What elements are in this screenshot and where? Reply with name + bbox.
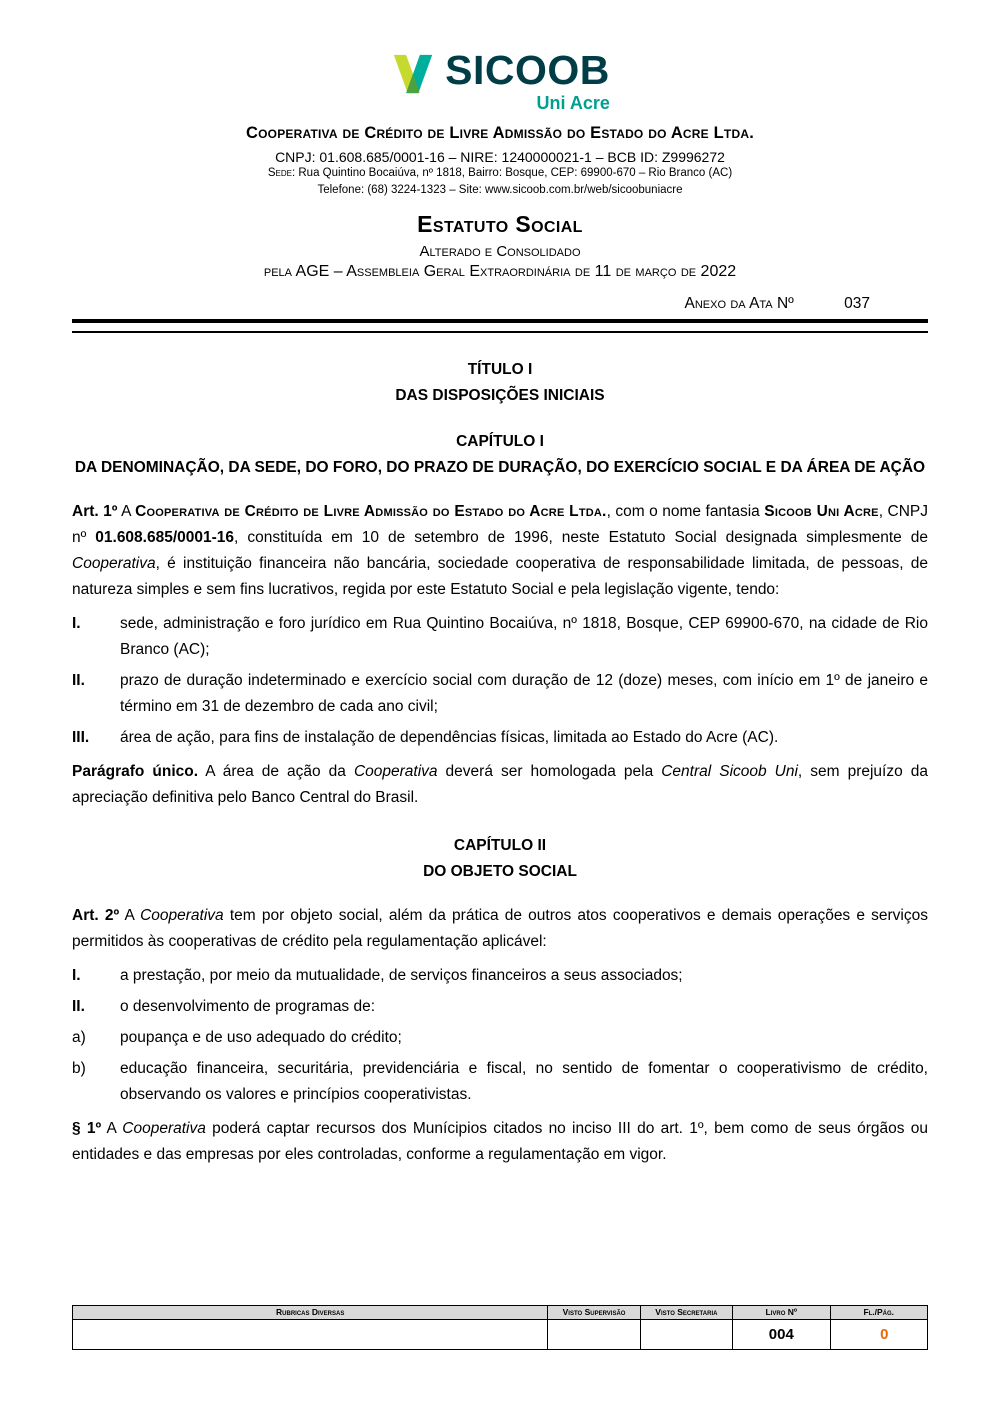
logo-wordmark [445, 47, 610, 113]
capitulo-ii-subtitle: DO OBJETO SOCIAL [423, 863, 577, 881]
cooperative-name: Cooperativa de Crédito de Livre Admissão do Estado do Acre Ltda. [246, 124, 754, 142]
sicoob-logo [72, 47, 928, 113]
footer-col-flpag: Fl./Pág. [830, 1306, 927, 1320]
footer-cell-flpag: 0 [830, 1320, 927, 1350]
capitulo-i-heading [72, 429, 928, 481]
item-text: a prestação, por meio da mutualidade, de serviços financeiros a seus associados; [120, 967, 683, 985]
item-text: poupança e de uso adequado do crédito; [120, 1029, 402, 1047]
footer-col-visto-supervisao: Visto Supervisão [548, 1306, 640, 1320]
capitulo-i-line: CAPÍTULO I [456, 433, 544, 451]
footer-col-rubricas: Rubricas Diversas [73, 1306, 548, 1320]
article-1-item-II [72, 668, 928, 720]
annex-row [72, 295, 928, 313]
item-text: sede, administração e foro jurídico em Rua Quintino Bocaiúva, nº 1818, Bosque, CEP 69900-670, na cidade de Rio Branco (AC); [120, 615, 928, 659]
item-marker: I. [72, 615, 81, 633]
article-1-paragraph: Art. 1º A Cooperativa de Crédito de Livre Admissão do Estado do Acre Ltda., com o nome fantasia Sicoob Uni Acre, CNPJ nº 01.608.685/0001-16, constituída em 10 de setembro de 1996, neste Estatuto Social designada simplesmente de Cooperativa, é instituição financeira não bancária, sociedade cooperativa de responsabilidade limitada, de pessoas, de natureza simples e sem fins lucrativos, regida por este Estatuto Social e pela legislação vigente, tendo: [72, 503, 928, 599]
capitulo-ii-heading [72, 833, 928, 885]
item-text: prazo de duração indeterminado e exercício social com duração de 12 (doze) meses, com início em 1º de janeiro e término em 31 de dezembro de cada ano civil; [120, 672, 928, 716]
footer-cell-rubricas [73, 1320, 548, 1350]
item-marker: I. [72, 967, 81, 985]
item-marker: a) [72, 1029, 86, 1047]
article-1-item-I [72, 611, 928, 663]
footer-control-table [72, 1305, 928, 1350]
cnpj-nire-line: CNPJ: 01.608.685/0001-16 – NIRE: 1240000021-1 – BCB ID: Z9996272 [275, 149, 725, 165]
footer-cell-livro: 004 [733, 1320, 830, 1350]
item-marker: b) [72, 1060, 86, 1078]
assembly-date-line: pela AGE – Assembleia Geral Extraordinária de 11 de março de 2022 [263, 263, 737, 281]
document-subtitle: Alterado e Consolidado [419, 243, 581, 261]
item-text: o desenvolvimento de programas de: [120, 998, 376, 1016]
item-marker: II. [72, 672, 85, 690]
footer-col-visto-secretaria: Visto Secretaria [640, 1306, 732, 1320]
capitulo-ii-line: CAPÍTULO II [453, 837, 547, 855]
titulo-i-line: TÍTULO I [467, 361, 533, 379]
document-body [72, 357, 928, 1168]
item-marker: III. [72, 729, 90, 747]
document-header [72, 47, 928, 333]
article-2-item-b [72, 1056, 928, 1108]
annex-label: Anexo da Ata Nº [684, 295, 794, 313]
phone-site-line: Telefone: (68) 3224-1323 – Site: www.sicoob.com.br/web/sicoobuniacre [317, 183, 683, 196]
footer-col-livro: Livro Nº [733, 1306, 830, 1320]
logo-subbrand-text: Uni Acre [536, 93, 610, 113]
paragraph-1: § 1º A Cooperativa poderá captar recursos dos Munícipios citados no inciso III do art. 1º, bem como de seus órgãos ou entidades e das empresas por eles controladas, conforme a regulamentação em vigor. [72, 1120, 928, 1164]
article-1-items [72, 611, 928, 751]
logo-brand-text: SICOOB [445, 47, 610, 93]
titulo-i-subtitle: DAS DISPOSIÇÕES INICIAIS [395, 387, 605, 405]
article-2-paragraph: Art. 2º A Cooperativa tem por objeto social, além da prática de outros atos cooperativos e demais operações e serviços permitidos às cooperativas de crédito pela regulamentação aplicável: [72, 907, 928, 951]
article-2-item-a [72, 1025, 928, 1051]
titulo-i-heading [72, 357, 928, 409]
address-line: Sede: Rua Quintino Bocaiúva, nº 1818, Bairro: Bosque, CEP: 69900-670 – Rio Branco (AC) [267, 167, 733, 179]
footer-header-row [73, 1306, 928, 1320]
document-title: Estatuto Social [417, 211, 583, 238]
annex-number: 037 [844, 295, 870, 313]
item-marker: II. [72, 998, 85, 1016]
sicoob-logo-icon [390, 53, 436, 95]
footer-value-row [73, 1320, 928, 1350]
article-2-item-I [72, 963, 928, 989]
footer-cell-visto-supervisao [548, 1320, 640, 1350]
article-2-items [72, 963, 928, 1108]
item-text: educação financeira, securitária, previdenciária e fiscal, no sentido de fomentar o cooperativismo de crédito, observando os valores e princípios cooperativistas. [120, 1060, 928, 1104]
footer-cell-visto-secretaria [640, 1320, 732, 1350]
article-1-item-III [72, 725, 928, 751]
paragrafo-unico: Parágrafo único. A área de ação da Cooperativa deverá ser homologada pela Central Sicoob Uni, sem prejuízo da apreciação definitiva pelo Banco Central do Brasil. [72, 763, 928, 807]
capitulo-i-subtitle: DA DENOMINAÇÃO, DA SEDE, DO FORO, DO PRAZO DE DURAÇÃO, DO EXERCÍCIO SOCIAL E DA ÁREA DE AÇÃO [74, 459, 926, 477]
article-2-item-II [72, 994, 928, 1020]
item-text: área de ação, para fins de instalação de dependências físicas, limitada ao Estado do Acre (AC). [120, 729, 779, 747]
header-divider [72, 319, 928, 333]
